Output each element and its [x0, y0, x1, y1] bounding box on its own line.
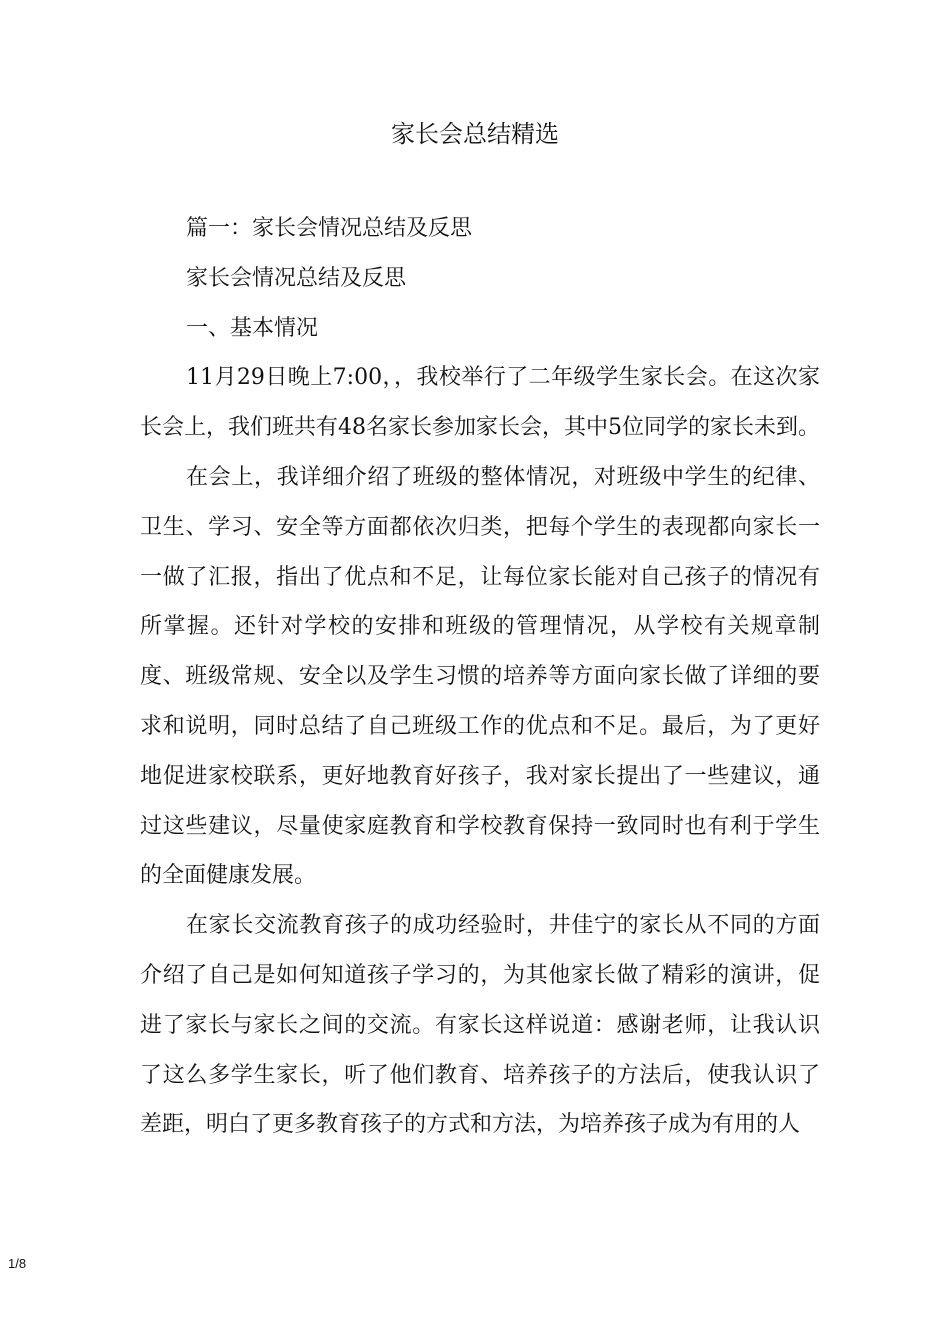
document-title: 家长会总结精选 [391, 120, 559, 148]
document-body [140, 204, 820, 1150]
body-paragraph: 在家长交流教育孩子的成功经验时，井佳宁的家长从不同的方面介绍了自己是如何知道孩子学习的，为其他家长做了精彩的演讲，促进了家长与家长之间的交流。有家长这样说道：感谢老师，让我认识了这么多学生家长，听了他们教育、培养孩子的方法后，使我认识了差距，明白了更多教育孩子的方式和方法，为培养孩子成为有用的人 [140, 913, 820, 1138]
page-number: 1/8 [8, 1256, 27, 1271]
body-paragraph: 在会上，我详细介绍了班级的整体情况，对班级中学生的纪律、卫生、学习、安全等方面都依次归类，把每个学生的表现都向家长一一做了汇报，指出了优点和不足，让每位家长能对自己孩子的情况有所掌握。还针对学校的安排和班级的管理情况，从学校有关规章制度、班级常规、安全以及学生习惯的培养等方面向家长做了详细的要求和说明，同时总结了自己班级工作的优点和不足。最后，为了更好地促进家校联系，更好地教育好孩子，我对家长提出了一些建议，通过这些建议，尽量使家庭教育和学校教育保持一致同时也有利于学生的全面健康发展。 [140, 464, 820, 889]
body-paragraph: 11月29日晚上7:00，，我校举行了二年级学生家长会。在这次家长会上，我们班共有48名家长参加家长会，其中5位同学的家长未到。 [140, 365, 820, 441]
subsection-heading: 一、基本情况 [186, 315, 319, 341]
section-heading: 篇一：家长会情况总结及反思 [186, 216, 473, 241]
subsection-title: 家长会情况总结及反思 [186, 265, 407, 291]
